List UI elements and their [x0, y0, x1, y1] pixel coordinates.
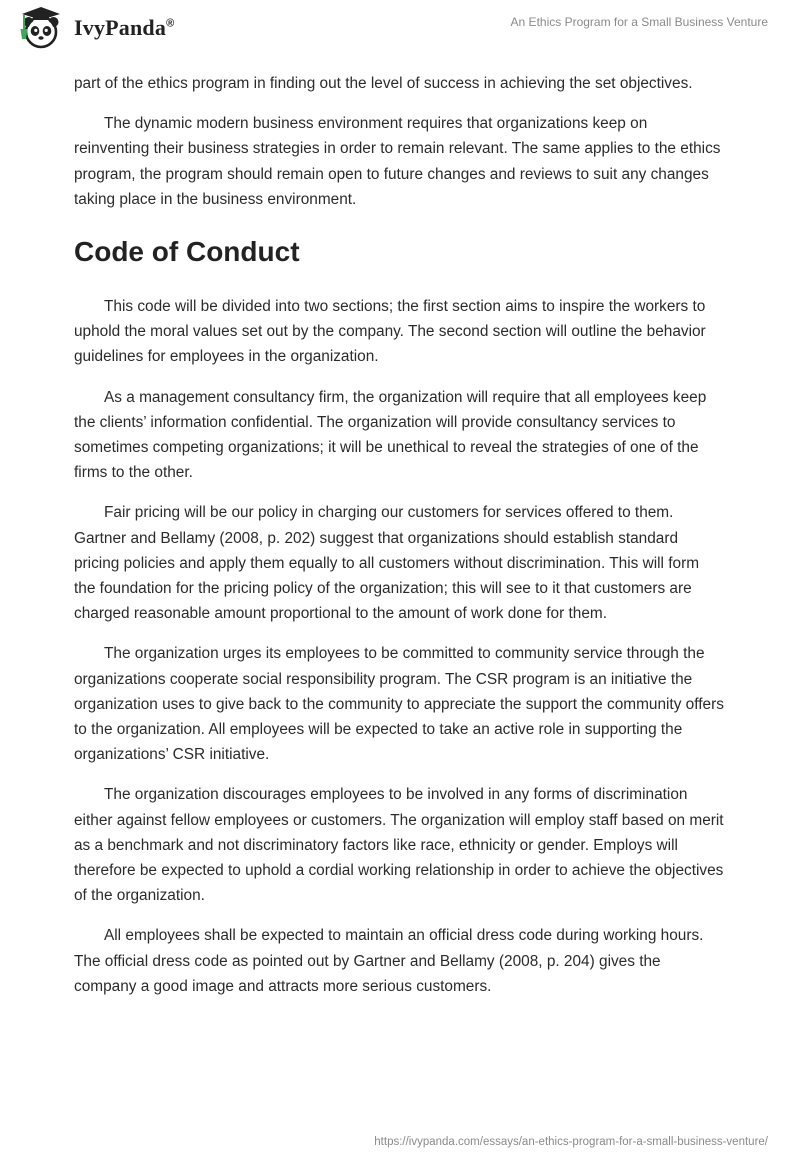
document-title: An Ethics Program for a Small Business Venture [510, 15, 768, 29]
panda-graduate-icon [14, 6, 66, 50]
paragraph: The dynamic modern business environment requires that organizations keep on reinventing their business strategies in order to remain relevant. The same applies to the ethics program, the program should remain open to future changes and reviews to suit any changes taking place in the business environment. [74, 115, 721, 208]
paragraph: All employees shall be expected to maintain an official dress code during working hours. The official dress code as pointed out by Gartner and Bellamy (2008, p. 204) gives the company a good image and attracts more serious customers. [74, 927, 704, 995]
paragraph: As a management consultancy firm, the organization will require that all employees keep the clients’ information confidential. The organization will provide consultancy services to sometimes competing organizations; it will be unethical to reveal the strategies of one of the firms to the other. [74, 388, 707, 482]
source-url[interactable]: https://ivypanda.com/essays/an-ethics-program-for-a-small-business-venture/ [374, 1136, 768, 1148]
page-header [0, 0, 800, 64]
paragraph: This code will be divided into two sections; the first section aims to inspire the workers to uphold the moral values set out by the company. The second section will outline the behavior guidelines for employees in the organization. [74, 298, 706, 366]
ivypanda-logo[interactable] [14, 6, 174, 50]
essay-body [74, 71, 724, 1014]
paragraph: The organization discourages employees to be involved in any forms of discrimination either against fellow employees or customers. The organization will employ staff based on merit as a benchmark and not discriminatory factors like race, ethnicity or gender. Employs will therefore be expected to uphold a cordial working relationship in order to achieve the objectives of the organization. [74, 786, 724, 905]
paragraph: part of the ethics program in finding out the level of success in achieving the set objectives. [74, 75, 693, 92]
section-heading: Code of Conduct [74, 236, 300, 268]
brand-name: IvyPanda® [74, 15, 175, 40]
paragraph: The organization urges its employees to be committed to community service through the organizations cooperate social responsibility program. The CSR program is an initiative the organization uses to give back to the community to appreciate the support the community offers to the organization. All employees will be expected to take an active role in supporting the organizations’ CSR initiative. [74, 645, 724, 764]
registered-mark: ® [166, 17, 175, 30]
paragraph: Fair pricing will be our policy in charging our customers for services offered to them. Gartner and Bellamy (2008, p. 202) suggest that organizations should establish standard pricing policies and apply them equally to all customers without discrimination. This will form the foundation for the pricing policy of the organization; this will see to it that customers are charged reasonable amount proportional to the amount of work done for them. [74, 504, 700, 623]
